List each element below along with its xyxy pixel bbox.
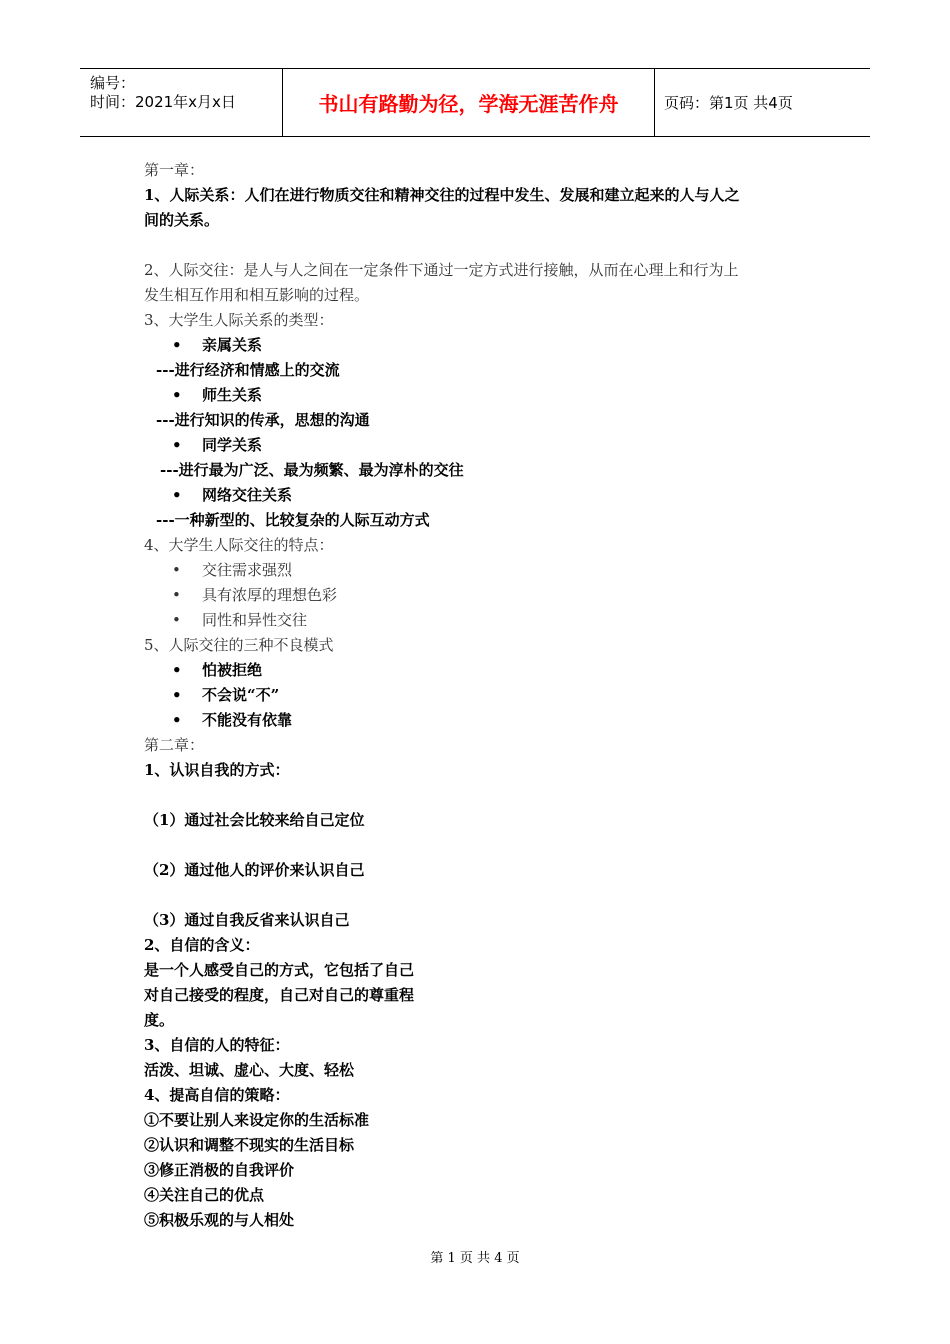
list-item: • 具有浓厚的理想色彩	[144, 583, 824, 608]
bullet-icon: •	[172, 711, 182, 729]
bullet-icon: •	[172, 436, 182, 454]
chapter-title: 第二章：	[144, 736, 205, 754]
number-label: 编号：	[90, 74, 136, 92]
list-item: （2）通过他人的评价来认识自己	[144, 861, 365, 879]
blank-line	[144, 233, 824, 258]
bullet-icon: •	[172, 586, 181, 604]
list-item: • 同学关系	[144, 433, 824, 458]
list-item: ④关注自己的优点	[144, 1186, 265, 1204]
list-item: （3）通过自我反省来认识自己	[144, 911, 350, 929]
list-item: （1）通过社会比较来给自己定位	[144, 811, 365, 829]
list-item: • 亲属关系	[144, 333, 824, 358]
item-heading: 4、大学生人际交往的特点：	[144, 536, 334, 554]
item-heading: 3、自信的人的特征：	[144, 1036, 290, 1054]
item-text: 活泼、坦诚、虚心、大度、轻松	[144, 1061, 355, 1079]
list-item: • 怕被拒绝	[144, 658, 824, 683]
list-item: • 不会说“不”	[144, 683, 824, 708]
page-footer: 第 1 页 共 4 页	[430, 1251, 520, 1266]
item-text: 对自己接受的程度，自己对自己的尊重程	[144, 986, 415, 1004]
list-item: • 不能没有依靠	[144, 708, 824, 733]
header-page-info: 页码：第1页 共4页	[664, 94, 793, 112]
list-item: ②认识和调整不现实的生活目标	[144, 1136, 355, 1154]
document-body	[144, 158, 824, 1233]
list-item-desc: ---进行经济和情感上的交流	[156, 361, 340, 379]
list-item: ①不要让别人来设定你的生活标准	[144, 1111, 370, 1129]
item-heading: 1、认识自我的方式：	[144, 761, 290, 779]
list-item: ⑤积极乐观的与人相处	[144, 1211, 295, 1229]
blank-line	[144, 883, 824, 908]
blank-line	[144, 833, 824, 858]
list-item: • 网络交往关系	[144, 483, 824, 508]
item-heading: 4、提高自信的策略：	[144, 1086, 290, 1104]
bullet-icon: •	[172, 561, 181, 579]
list-item: • 交往需求强烈	[144, 558, 824, 583]
header-divider	[654, 69, 655, 136]
bullet-icon: •	[172, 486, 182, 504]
item-heading: 1、人际关系：人们在进行物质交往和精神交往的过程中发生、发展和建立起来的人与人之	[144, 186, 740, 204]
item-text: 间的关系。	[144, 211, 220, 229]
header-table	[80, 68, 870, 137]
bullet-icon: •	[172, 336, 182, 354]
bullet-icon: •	[172, 661, 182, 679]
list-item-desc: ---进行最为广泛、最为频繁、最为淳朴的交往	[160, 461, 464, 479]
item-heading: 5、人际交往的三种不良模式	[144, 636, 334, 654]
blank-line	[144, 783, 824, 808]
list-item: • 同性和异性交往	[144, 608, 824, 633]
list-item-desc: ---进行知识的传承，思想的沟通	[156, 411, 370, 429]
bullet-icon: •	[172, 386, 182, 404]
item-text: 度。	[144, 1011, 175, 1029]
item-text: 发生相互作用和相互影响的过程。	[144, 286, 370, 304]
item-heading: 3、大学生人际关系的类型：	[144, 311, 334, 329]
item-text: 2、人际交往：是人与人之间在一定条件下通过一定方式进行接触，从而在心理上和行为上	[144, 261, 739, 279]
item-heading: 2、自信的含义：	[144, 936, 260, 954]
list-item: ③修正消极的自我评价	[144, 1161, 295, 1179]
list-item-desc: ---一种新型的、比较复杂的人际互动方式	[156, 511, 430, 529]
bullet-icon: •	[172, 686, 182, 704]
bullet-icon: •	[172, 611, 181, 629]
item-text: 是一个人感受自己的方式，它包括了自己	[144, 961, 415, 979]
header-motto: 书山有路勤为径，学海无涯苦作舟	[318, 92, 619, 116]
chapter-title: 第一章：	[144, 161, 205, 179]
time-label: 时间：2021年x月x日	[90, 93, 236, 111]
header-left-cell	[90, 74, 236, 112]
list-item: • 师生关系	[144, 383, 824, 408]
